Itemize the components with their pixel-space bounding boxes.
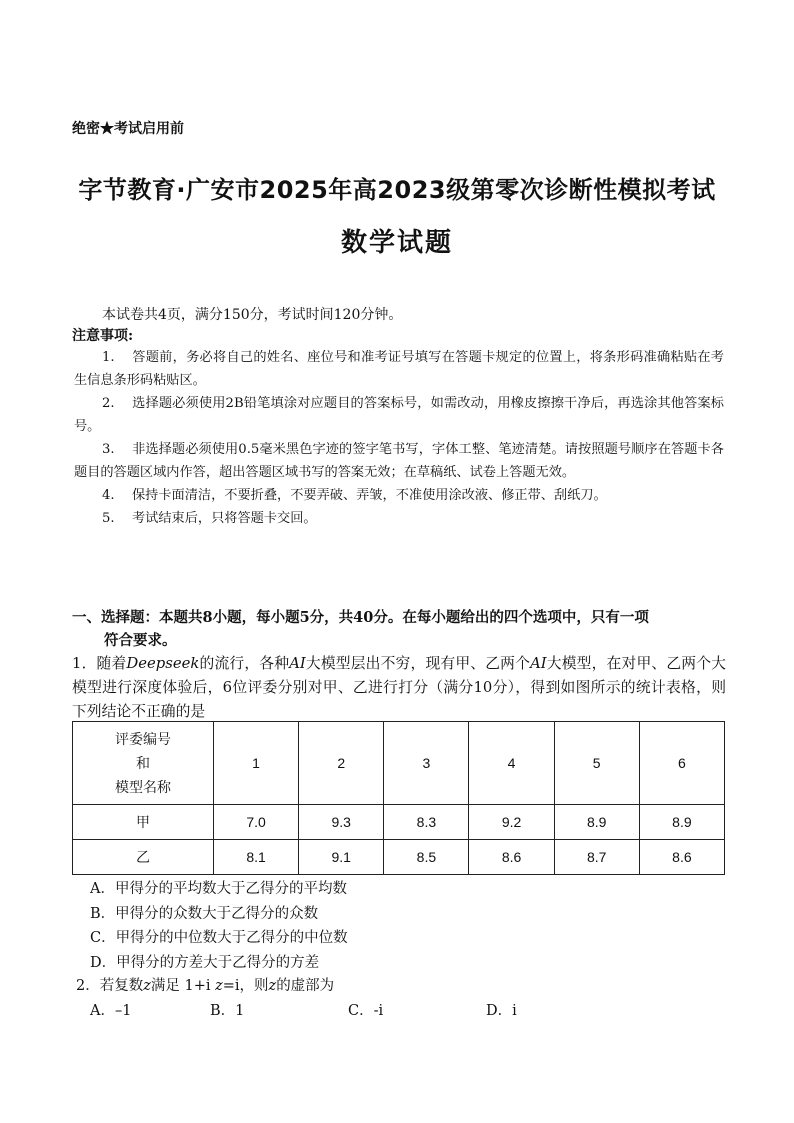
table-row [73, 840, 725, 875]
notice-item: 3. 非选择题必须使用0.5毫米黑色字迹的签字笔书写，字体工整、笔迹清楚。请按照题号顺序在答题卡各题目的答题区域内作答，超出答题区域书写的答案无效；在草稿纸、试卷上答题无效。 [74, 442, 724, 480]
header-label-cell: 评委编号 和 模型名称 [73, 722, 214, 805]
table-row [73, 805, 725, 840]
notice-item: 1. 答题前，务必将自己的姓名、座位号和准考证号填写在答题卡规定的位置上，将条形码准确粘贴在考生信息条形码粘贴区。 [74, 350, 724, 388]
judge-number-cell: 6 [639, 722, 724, 805]
score-cell: 8.5 [384, 840, 469, 875]
model-name-cell: 乙 [73, 840, 214, 875]
score-cell: 7.0 [214, 805, 299, 840]
table-header-row [73, 722, 725, 805]
score-cell: 9.2 [469, 805, 554, 840]
exam-intro: 本试卷共4页，满分150分，考试时间120分钟。 [102, 307, 403, 323]
subject-title: 数学试题 [340, 228, 453, 258]
question-1-options [90, 877, 348, 975]
q2-option-a: A．–1 [90, 1003, 132, 1019]
option-a: A．甲得分的平均数大于乙得分的平均数 [90, 881, 347, 897]
exam-title: 字节教育·广安市2025年高2023级第零次诊断性模拟考试 [78, 176, 716, 204]
score-cell: 9.3 [299, 805, 384, 840]
score-table [72, 721, 725, 875]
notice-heading: 注意事项: [72, 328, 134, 344]
score-cell: 8.9 [554, 805, 639, 840]
option-d: D．甲得分的方差大于乙得分的方差 [90, 954, 320, 971]
notice-item: 4. 保持卡面清洁，不要折叠，不要弄破、弄皱，不准使用涂改液、修正带、刮纸刀。 [102, 488, 607, 503]
notice-list [74, 346, 724, 530]
q2-option-c: C．-i [348, 1003, 384, 1019]
score-cell: 8.9 [639, 805, 724, 840]
question-1-stem: 1．随着Deepseek的流行，各种AI大模型层出不穷，现有甲、乙两个AI大模型，在对甲、乙两个大模型进行深度体验后，6位评委分别对甲、乙进行打分（满分10分），得到如图所示的统计表格，则下列结论不正确的是 [72, 655, 726, 720]
section-heading-line2: 符合要求。 [104, 632, 177, 649]
score-cell: 8.6 [469, 840, 554, 875]
option-b: B．甲得分的众数大于乙得分的众数 [90, 905, 319, 922]
model-name-cell: 甲 [73, 805, 214, 840]
judge-number-cell: 1 [214, 722, 299, 805]
question-2-stem: 2．若复数z满足 1+i z=i，则z的虚部为 [76, 978, 335, 994]
judge-number-cell: 5 [554, 722, 639, 805]
section-heading-line1: 一、选择题：本题共8小题，每小题5分，共40分。在每小题给出的四个选项中，只有一项 [72, 609, 649, 626]
option-c: C．甲得分的中位数大于乙得分的中位数 [90, 930, 348, 946]
judge-number-cell: 2 [299, 722, 384, 805]
score-cell: 8.7 [554, 840, 639, 875]
q2-option-d: D．i [486, 1003, 517, 1019]
q2-option-b: B．1 [210, 1003, 245, 1019]
score-cell: 9.1 [299, 840, 384, 875]
judge-number-cell: 4 [469, 722, 554, 805]
score-cell: 8.3 [384, 805, 469, 840]
judge-number-cell: 3 [384, 722, 469, 805]
confidential-label: 绝密★考试启用前 [72, 121, 184, 137]
notice-item: 5. 考试结束后，只将答题卡交回。 [102, 511, 317, 526]
score-cell: 8.1 [214, 840, 299, 875]
score-cell: 8.6 [639, 840, 724, 875]
notice-item: 2. 选择题必须使用2B铅笔填涂对应题目的答案标号，如需改动，用橡皮擦擦干净后，再选涂其他答案标号。 [74, 396, 724, 434]
section-heading [72, 606, 732, 652]
